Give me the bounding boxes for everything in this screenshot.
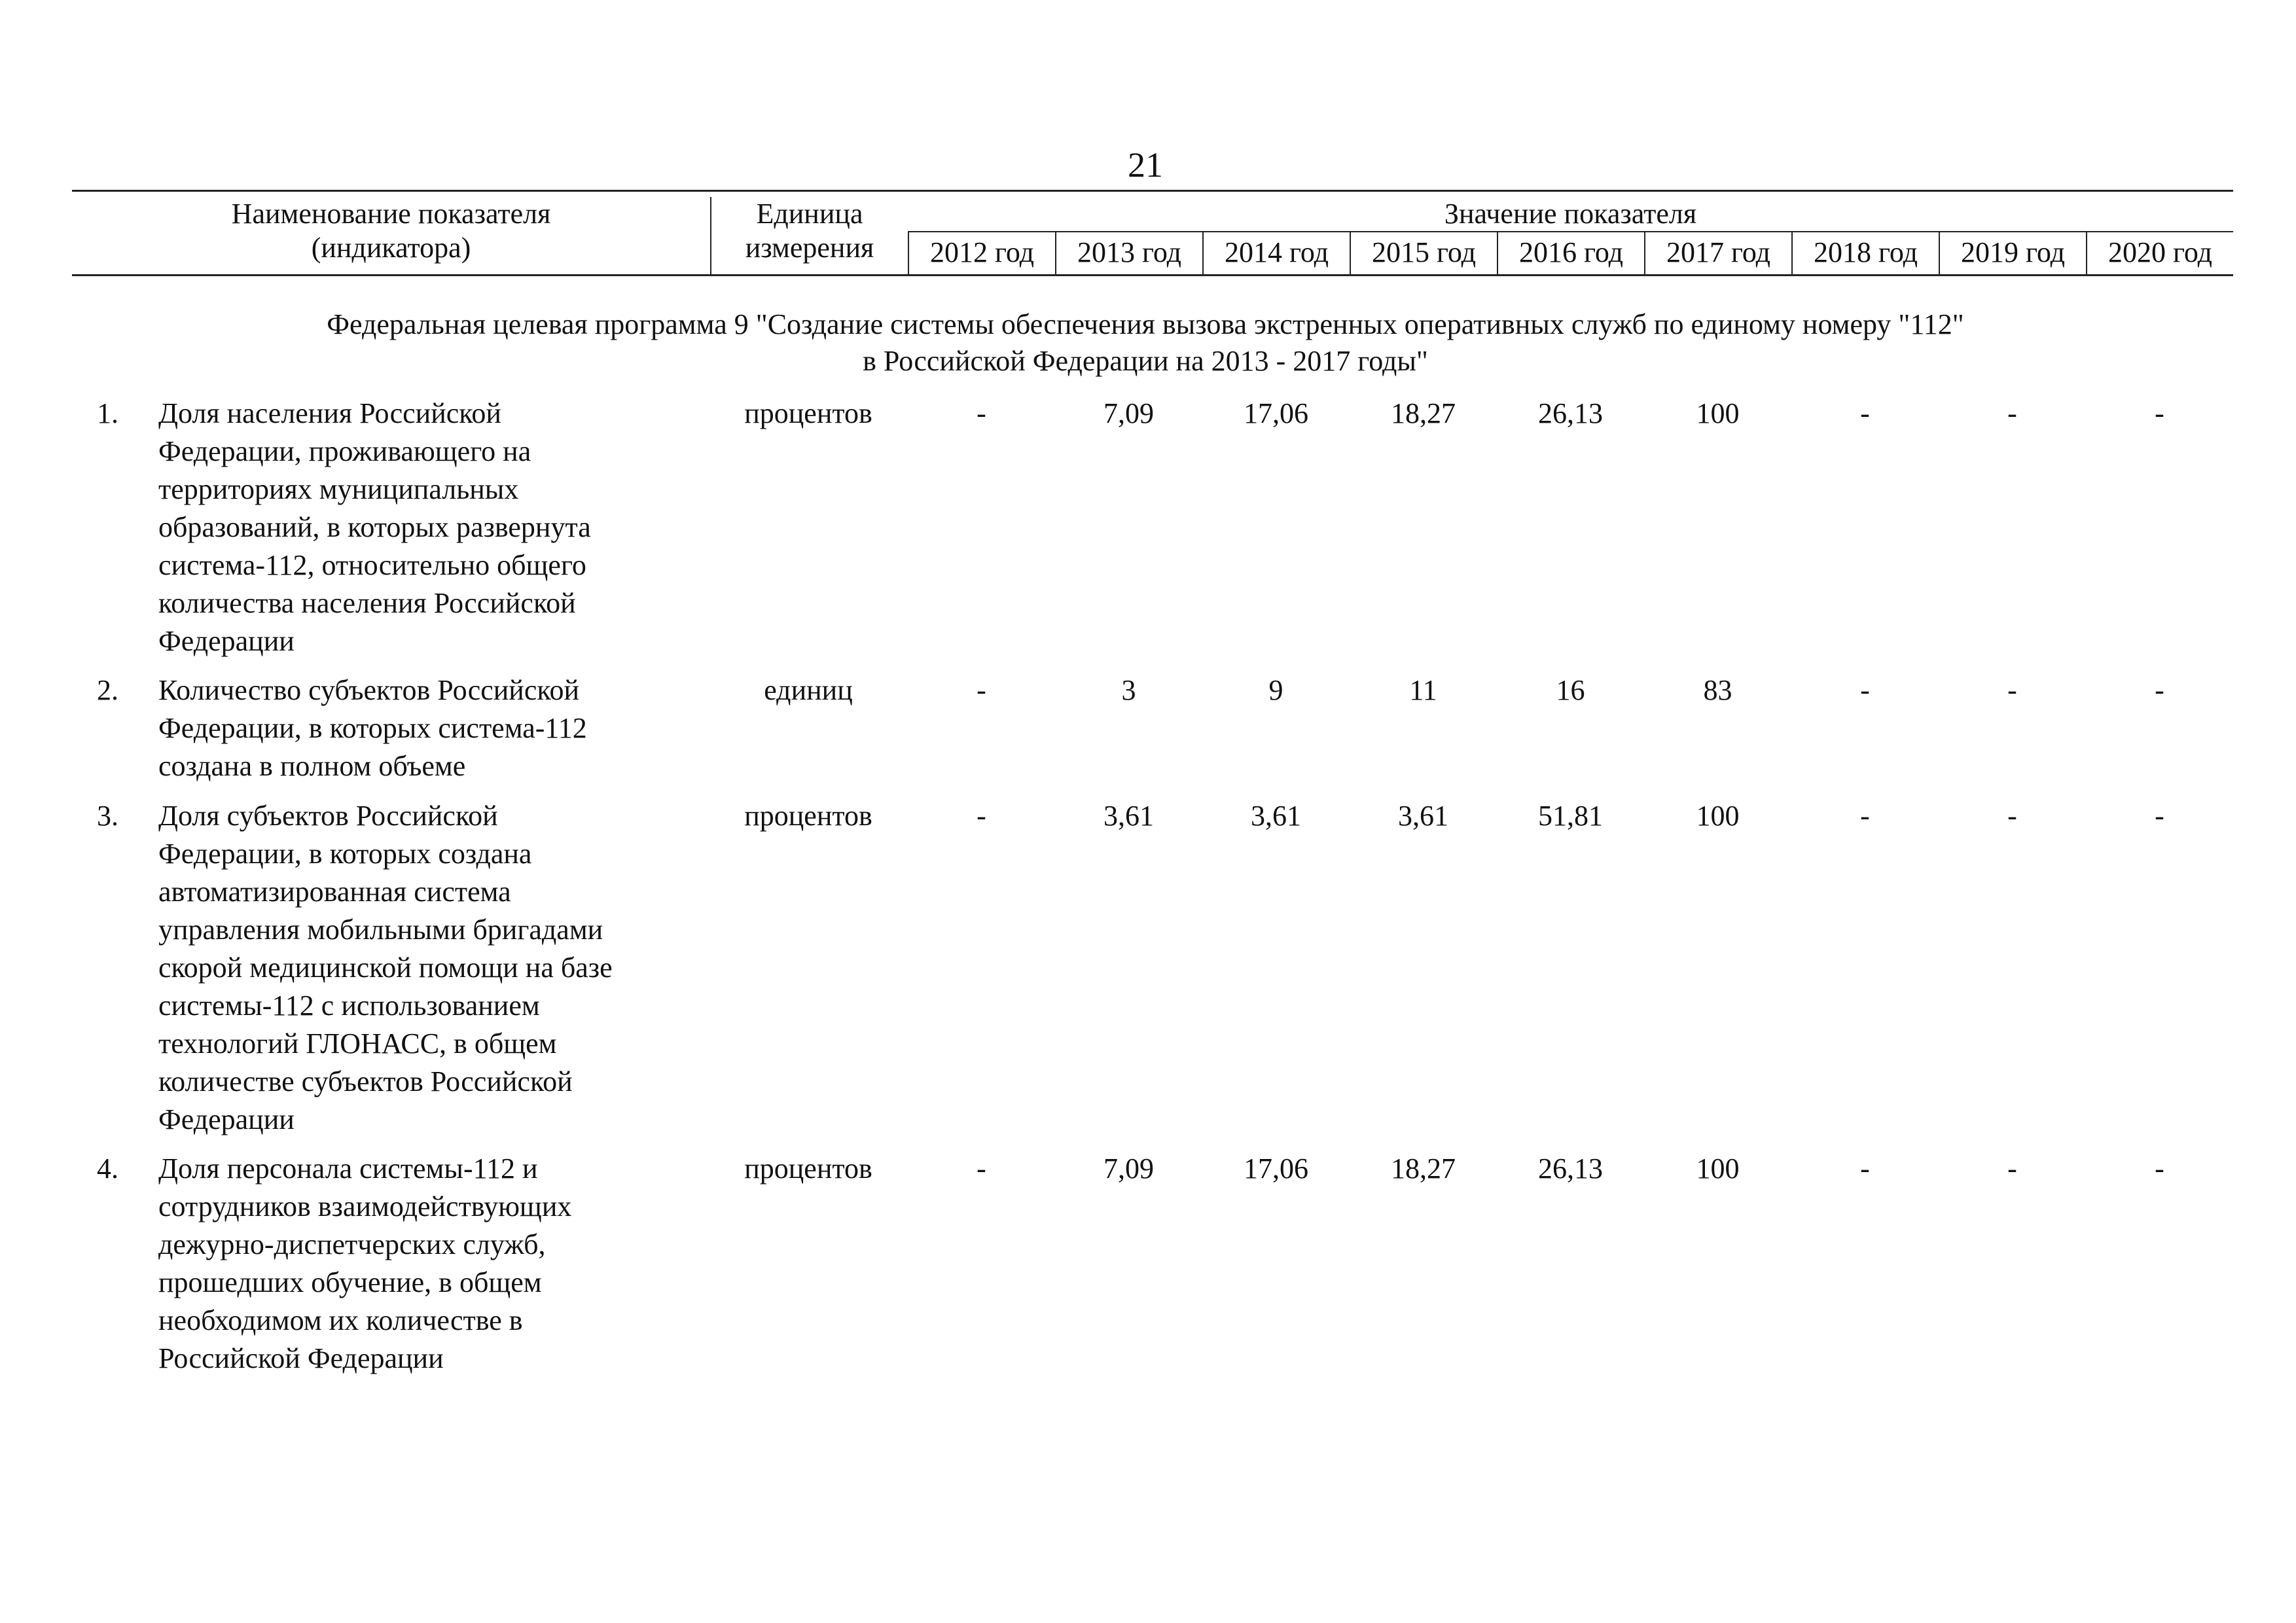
header-year: 2014 год bbox=[1202, 232, 1350, 274]
value-cell: 3,61 bbox=[1251, 800, 1301, 832]
header-indicator-values: Значение показателя bbox=[1444, 198, 1697, 230]
header-year: 2018 год bbox=[1791, 232, 1939, 274]
header-year: 2017 год bbox=[1644, 232, 1791, 274]
header-year: 2013 год bbox=[1055, 232, 1202, 274]
header-year: 2020 год bbox=[2086, 232, 2233, 274]
indicator-values bbox=[908, 395, 2233, 433]
value-cell: 100 bbox=[1696, 800, 1740, 832]
indicator-unit: единиц bbox=[764, 674, 853, 706]
indicator-name: Доля населения Российской Федерации, проживающего на территориях муниципальных образований, в которых развернута система-112, относительно общего количества населения Российской Федерации bbox=[158, 397, 591, 657]
header-year: 2015 год bbox=[1350, 232, 1497, 274]
row-number: 2. bbox=[97, 674, 118, 706]
header-year: 2016 год bbox=[1497, 232, 1644, 274]
value-cell: - bbox=[2007, 800, 2017, 832]
indicator-values bbox=[908, 797, 2233, 835]
row-number: 1. bbox=[97, 397, 118, 429]
value-cell: - bbox=[977, 1152, 986, 1185]
value-cell: - bbox=[2007, 397, 2017, 429]
value-cell: 83 bbox=[1703, 674, 1732, 706]
value-cell: - bbox=[1860, 800, 1870, 832]
value-cell: 11 bbox=[1409, 674, 1437, 706]
indicator-unit: процентов bbox=[744, 397, 872, 429]
value-cell: - bbox=[2155, 800, 2164, 832]
indicator-values bbox=[908, 1150, 2233, 1188]
value-cell: 100 bbox=[1696, 1152, 1740, 1185]
value-cell: 26,13 bbox=[1538, 1152, 1603, 1185]
value-cell: 17,06 bbox=[1244, 397, 1308, 429]
indicator-unit: процентов bbox=[744, 800, 872, 832]
indicator-values bbox=[908, 671, 2233, 709]
indicator-name: Количество субъектов Российской Федерации, в которых система-112 создана в полном объеме bbox=[158, 674, 587, 782]
value-cell: 16 bbox=[1556, 674, 1585, 706]
value-cell: - bbox=[1860, 397, 1870, 429]
value-cell: - bbox=[977, 397, 986, 429]
value-cell: 3,61 bbox=[1103, 800, 1154, 832]
value-cell: - bbox=[2155, 674, 2164, 706]
value-cell: - bbox=[2007, 1152, 2017, 1185]
header-unit: Единица измерения bbox=[710, 197, 908, 274]
value-cell: - bbox=[977, 674, 986, 706]
indicator-unit: процентов bbox=[744, 1152, 872, 1185]
value-cell: 7,09 bbox=[1103, 397, 1154, 429]
header-indicator-name: Наименование показателя (индикатора) bbox=[231, 198, 551, 264]
value-cell: 26,13 bbox=[1538, 397, 1603, 429]
value-cell: 51,81 bbox=[1538, 800, 1603, 832]
value-cell: 17,06 bbox=[1244, 1152, 1308, 1185]
table-header bbox=[72, 190, 2233, 276]
value-cell: 3 bbox=[1121, 674, 1136, 706]
page-number: 21 bbox=[1128, 145, 1163, 185]
header-years bbox=[908, 232, 2233, 274]
value-cell: 3,61 bbox=[1398, 800, 1448, 832]
value-cell: 18,27 bbox=[1391, 1152, 1456, 1185]
header-year: 2012 год bbox=[908, 232, 1055, 274]
row-number: 3. bbox=[97, 800, 118, 832]
value-cell: - bbox=[1860, 1152, 1870, 1185]
value-cell: 9 bbox=[1268, 674, 1283, 706]
value-cell: 18,27 bbox=[1391, 397, 1456, 429]
header-year: 2019 год bbox=[1939, 232, 2086, 274]
value-cell: - bbox=[2155, 1152, 2164, 1185]
section-title: Федеральная целевая программа 9 "Создание системы обеспечения вызова экстренных оперативных служб по единому номеру "112" в Российской Федерации на 2013 - 2017 годы" bbox=[327, 308, 1964, 377]
value-cell: - bbox=[2007, 674, 2017, 706]
value-cell: - bbox=[977, 800, 986, 832]
row-number: 4. bbox=[97, 1152, 118, 1185]
indicator-name: Доля персонала системы-112 и сотрудников взаимодействующих дежурно-диспетчерских служб, прошедших обучение, в общем необходимом их количестве в Российской Федерации bbox=[158, 1152, 572, 1374]
indicator-name: Доля субъектов Российской Федерации, в которых создана автоматизированная система управления мобильными бригадами скорой медицинской помощи на базе системы-112 с использованием технологий ГЛОНАСС, в общем количестве субъектов Российской Федерации bbox=[158, 800, 613, 1135]
value-cell: 7,09 bbox=[1103, 1152, 1154, 1185]
value-cell: - bbox=[2155, 397, 2164, 429]
value-cell: - bbox=[1860, 674, 1870, 706]
value-cell: 100 bbox=[1696, 397, 1740, 429]
